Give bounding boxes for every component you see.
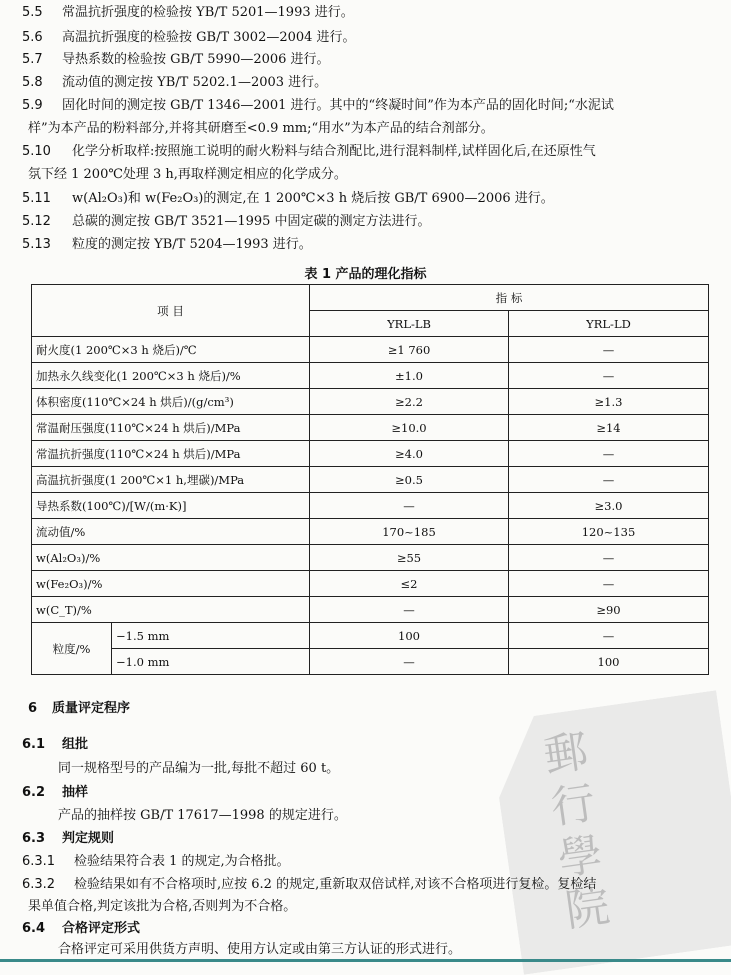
table-row: −1.0 mm — 100	[32, 649, 709, 675]
clause-5-12: 5.12 总碳的测定按 GB/T 3521—1995 中固定碳的测定方法进行。	[22, 214, 431, 229]
table-row: w(Fe₂O₃)/% ≤2 —	[32, 571, 709, 597]
section-6-2-title: 6.2 抽样	[22, 785, 89, 800]
clause-5-5: 5.5 常温抗折强度的检验按 YB/T 5201—1993 进行。	[22, 5, 354, 20]
section-6-title: 6 质量评定程序	[28, 701, 131, 716]
section-6-3-2-cont: 果单值合格,判定该批为合格,否则判为不合格。	[28, 899, 297, 914]
clause-5-9-cont: 样”为本产品的粉料部分,并将其研磨至<0.9 mm;“用水”为本产品的结合剂部分。	[28, 121, 494, 136]
table-row: 流动值/% 170~185 120~135	[32, 519, 709, 545]
section-6-3-title: 6.3 判定规则	[22, 831, 115, 846]
stamp-text: 郵行學院	[532, 727, 613, 941]
header-index: 指 标	[310, 285, 709, 311]
section-6-3-2: 6.3.2 检验结果如有不合格项时,应按 6.2 的规定,重新取双倍试样,对该不合格项进行复检。复检结	[22, 877, 597, 892]
properties-table	[31, 284, 709, 675]
table-row: 常温抗折强度(110℃×24 h 烘后)/MPa ≥4.0 —	[32, 441, 709, 467]
table-row: 常温耐压强度(110℃×24 h 烘后)/MPa ≥10.0 ≥14	[32, 415, 709, 441]
clause-5-7: 5.7 导热系数的检验按 GB/T 5990—2006 进行。	[22, 52, 330, 67]
table-row: 导热系数(100℃)/[W/(m·K)] — ≥3.0	[32, 493, 709, 519]
clause-5-6: 5.6 高温抗折强度的检验按 GB/T 3002—2004 进行。	[22, 30, 356, 45]
section-6-4-text: 合格评定可采用供货方声明、使用方认定或由第三方认证的形式进行。	[58, 942, 462, 957]
clause-5-8: 5.8 流动值的测定按 YB/T 5202.1—2003 进行。	[22, 75, 328, 90]
clause-5-9: 5.9 固化时间的测定按 GB/T 1346—2001 进行。其中的“终凝时间”作为本产品的固化时间;“水泥试	[22, 98, 614, 113]
header-item: 项 目	[32, 285, 310, 337]
clause-5-13: 5.13 粒度的测定按 YB/T 5204—1993 进行。	[22, 237, 312, 252]
table-row: 体积密度(110℃×24 h 烘后)/(g/cm³) ≥2.2 ≥1.3	[32, 389, 709, 415]
section-6-2-text: 产品的抽样按 GB/T 17617—1998 的规定进行。	[58, 808, 347, 823]
clause-5-10-cont: 氛下经 1 200℃处理 3 h,再取样测定相应的化学成分。	[28, 167, 347, 182]
table-header-row	[32, 285, 709, 311]
table-caption: 表 1 产品的理化指标	[304, 267, 427, 282]
header-yrl-lb: YRL-LB	[310, 311, 509, 337]
table-row: w(Al₂O₃)/% ≥55 —	[32, 545, 709, 571]
table-row: 粒度/% −1.5 mm 100 —	[32, 623, 709, 649]
table-row: w(C_T)/% — ≥90	[32, 597, 709, 623]
table-row: 耐火度(1 200℃×3 h 烧后)/℃ ≥1 760 —	[32, 337, 709, 363]
granularity-label: 粒度/%	[32, 623, 112, 675]
section-6-4-title: 6.4 合格评定形式	[22, 921, 141, 936]
header-yrl-ld: YRL-LD	[509, 311, 709, 337]
section-6-1-text: 同一规格型号的产品编为一批,每批不超过 60 t。	[58, 761, 340, 776]
clause-5-11: 5.11 w(Al₂O₃)和 w(Fe₂O₃)的测定,在 1 200℃×3 h 烧后按 GB/T 6900—2006 进行。	[22, 191, 554, 206]
section-6-1-title: 6.1 组批	[22, 737, 89, 752]
section-6-3-1: 6.3.1 检验结果符合表 1 的规定,为合格批。	[22, 854, 290, 869]
table-row: 加热永久线变化(1 200℃×3 h 烧后)/% ±1.0 —	[32, 363, 709, 389]
clause-5-10: 5.10 化学分析取样:按照施工说明的耐火粉料与结合剂配比,进行混料制样,试样固化后,在还原性气	[22, 144, 596, 159]
table-row: 高温抗折强度(1 200℃×1 h,埋碳)/MPa ≥0.5 —	[32, 467, 709, 493]
